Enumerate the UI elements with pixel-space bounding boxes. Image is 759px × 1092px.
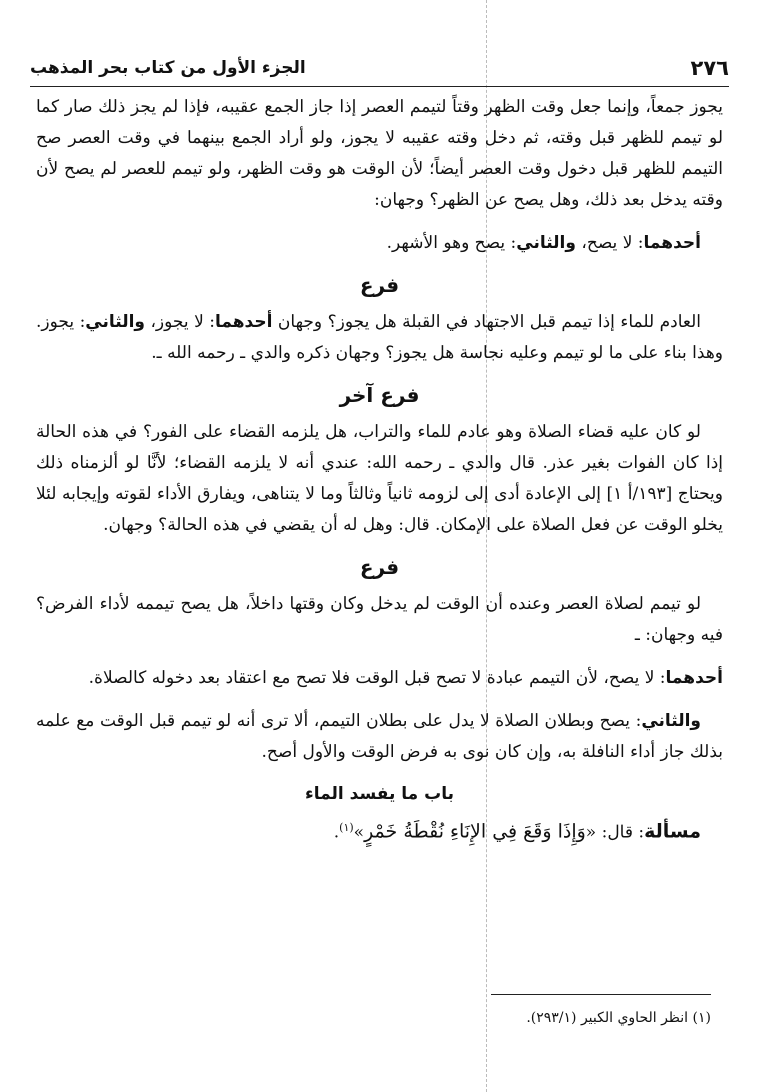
paragraph: [36, 228, 723, 259]
page-number: ٢٧٦: [690, 56, 729, 80]
term-label: أحدهما: [665, 668, 723, 688]
section-heading: فرع: [359, 273, 400, 297]
paragraph-text: العادم للماء إذا تيمم قبل الاجتهاد في القبلة هل يجوز؟ وجهان: [272, 312, 701, 332]
page-content: [36, 92, 723, 861]
header-rule: [30, 86, 729, 87]
paragraph-text: : قال: «: [585, 822, 645, 843]
footnote-rule: [491, 994, 711, 995]
paragraph: [36, 307, 723, 369]
term-label: أحدهما: [214, 312, 273, 332]
paragraph-text: : يجوز. وهذا بناء على ما لو تيمم وعليه نجاسة هل يجوز؟ وجهان ذكره والدي ـ رحمه الله ـ.: [36, 312, 723, 363]
running-title: الجزء الأول من كتاب بحر المذهب: [30, 58, 306, 78]
paragraph: لو تيمم لصلاة العصر وعنده أن الوقت لم يدخل وكان وقتها داخلاً، هل يصح تيممه لأداء الفرض؟ فيه وجهان: ـ: [36, 594, 723, 645]
term-label: والثاني: [85, 312, 145, 332]
section-heading: فرع: [359, 555, 400, 579]
paragraph-text: : لا يصح،: [575, 233, 644, 253]
paragraph-text: : يصح وبطلان الصلاة لا يدل على بطلان التيمم، ألا ترى أنه لو تيمم قبل الوقت مع علمه بذلك جاز أداء النافلة به، وإن كان نوى به فرض الوقت والأول أصح.: [36, 711, 723, 762]
term-label: والثاني: [516, 233, 576, 253]
paragraph-text: .: [333, 822, 340, 843]
paragraph: [36, 812, 723, 849]
quran-quote: وَإِذَا وَقَعَ فِي الإِنَاءِ نُقْطَةُ خَمْرٍ: [364, 820, 586, 843]
section-heading: فرع آخر: [339, 383, 420, 407]
paragraph-text: : لا يجوز،: [144, 312, 215, 332]
paragraph-text: »: [353, 822, 365, 843]
footnote: (١) انظر الحاوي الكبير (٢٩٣/١).: [526, 1010, 711, 1026]
paragraph: لو كان عليه قضاء الصلاة وهو عادم للماء والتراب، هل يلزمه القضاء على الفور؟ في هذه الحالة إذا كان الفوات بغير عذر. قال والدي ـ رحمه الله: عندي أنه لا يلزمه القضاء؛ لأنَّا لو ألزمناه ذلك ويحتاج [١٩٣/أ ١] إلى الإعادة أدى إلى لزومه ثانياً وثالثاً وما لا يتناهى، ويفارق الأداء لقوته وإيجابه لئلا يخلو الوقت عن فعل الصلاة على الإمكان. قال: وهل له أن يقضي في هذه الحالة؟ وجهان.: [36, 422, 723, 535]
paragraph: [36, 663, 723, 694]
paragraph-text: : لا يصح، لأن التيمم عبادة لا تصح قبل الوقت فلا تصح مع اعتقاد بعد دخوله كالصلاة.: [88, 668, 666, 688]
paragraph-text: : يصح وهو الأشهر.: [386, 233, 517, 253]
chapter-heading: باب ما يفسد الماء: [305, 784, 454, 804]
term-label: والثاني: [641, 711, 701, 731]
footnote-ref[interactable]: (١): [339, 821, 354, 834]
paragraph: [36, 706, 723, 768]
term-label: أحدهما: [643, 233, 701, 253]
page-header: [30, 52, 729, 84]
term-label: مسألة: [644, 820, 701, 843]
paragraph: يجوز جمعاً، وإنما جعل وقت الظهر وقتاً لتيمم العصر إذا جاز الجمع عقيبه، فإذا لم يجز ذلك صار كما لو تيمم للظهر قبل وقته، ثم دخل وقته عقيبه لا يجوز، ولو أراد الجمع بينهما في وقت العصر صح التيمم للظهر قبل دخول وقت العصر أيضاً؛ لأن الوقت هو وقت الظهر، ولو تيمم للعصر لم يصح لأن وقته يدخل بعد ذلك، وهل يصح عن الظهر؟ وجهان:: [36, 97, 723, 210]
